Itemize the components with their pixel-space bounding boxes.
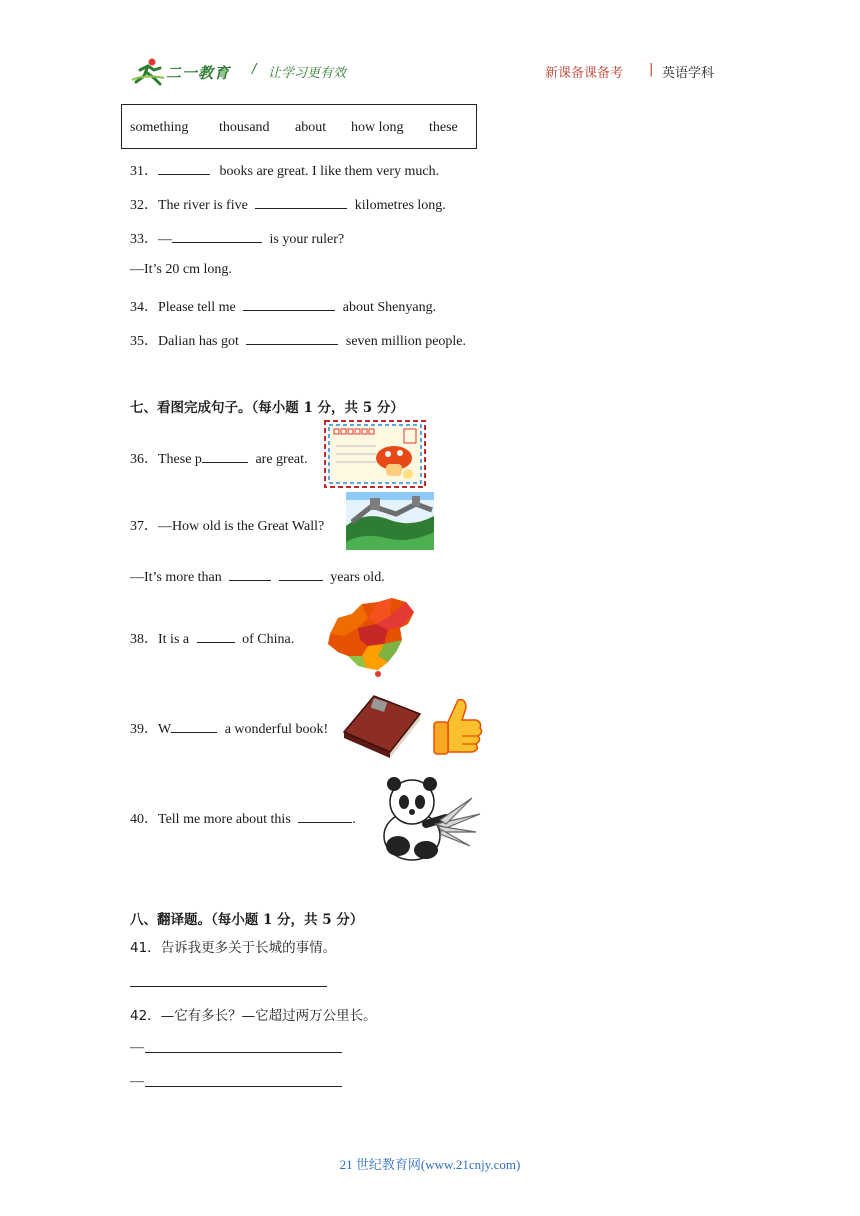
word-bank-item: something — [130, 120, 189, 135]
book-image — [340, 688, 422, 758]
question-38 — [130, 628, 294, 648]
question-text: 告诉我更多关于长城的事情。 — [160, 940, 337, 956]
question-text: Please tell me — [158, 300, 236, 315]
china-map-image — [322, 594, 420, 678]
footer-link[interactable]: 21 世纪教育网(www.21cnjy.com) — [339, 1157, 521, 1172]
question-text: are great. — [255, 452, 308, 467]
question-text: is your ruler? — [269, 232, 345, 247]
answer-blank[interactable] — [171, 718, 217, 733]
section-8-title: 八、翻译题。（每小题 1 分，共 5 分） — [130, 912, 364, 928]
question-text: years old. — [330, 570, 385, 585]
question-39 — [130, 718, 328, 738]
section-7-title: 七、看图完成句子。（每小题 1 分，共 5 分） — [130, 400, 404, 416]
question-text: —How old is the Great Wall? — [158, 519, 325, 534]
answer-blank[interactable] — [229, 566, 271, 581]
answer-blank[interactable] — [246, 330, 338, 345]
slogan-separator: / — [252, 62, 257, 77]
answer-dash: — — [130, 1074, 144, 1089]
question-number: 34． — [130, 300, 158, 315]
question-text: Dalian has got — [158, 334, 239, 349]
answer-line-42b[interactable] — [145, 1086, 342, 1087]
answer-blank[interactable] — [158, 160, 210, 175]
question-number: 39． — [130, 722, 158, 737]
question-34 — [130, 296, 436, 316]
question-text: seven million people. — [345, 334, 467, 349]
answer-blank[interactable] — [202, 448, 248, 463]
question-text: W — [158, 722, 172, 737]
question-37 — [130, 515, 324, 535]
question-text: — — [158, 232, 172, 247]
question-text: The river is five — [158, 198, 248, 213]
question-41 — [130, 936, 336, 956]
word-bank-item: about — [295, 120, 327, 135]
question-number: 33． — [130, 232, 158, 247]
question-number: 31． — [130, 164, 158, 179]
question-number: 35． — [130, 334, 158, 349]
header-separator: | — [649, 62, 654, 77]
question-37-reply — [130, 566, 385, 586]
question-text: Tell me more about this — [158, 812, 291, 827]
question-text: . — [352, 812, 356, 827]
answer-blank[interactable] — [298, 808, 352, 823]
runner-logo-icon — [130, 56, 166, 86]
postcard-image — [324, 420, 426, 488]
logo-text: 二一教育 — [166, 64, 231, 82]
answer-line-42a[interactable] — [145, 1052, 342, 1053]
question-text: —It’s more than — [130, 570, 222, 585]
question-35 — [130, 330, 466, 350]
question-36 — [130, 448, 308, 468]
slogan: 让学习更有效 — [268, 66, 347, 81]
question-text: These p — [158, 452, 202, 467]
question-text: kilometres long. — [354, 198, 446, 213]
question-text: of China. — [242, 632, 295, 647]
header-right-text: 新课备课备考 — [545, 66, 624, 81]
question-text: about Shenyang. — [342, 300, 437, 315]
question-text: —它有多长？—它超过两万公里长。 — [160, 1008, 377, 1024]
answer-blank[interactable] — [243, 296, 335, 311]
great-wall-image — [346, 492, 434, 550]
logo — [130, 56, 242, 90]
question-33-reply: —It’s 20 cm long. — [130, 262, 232, 277]
question-42 — [130, 1004, 377, 1024]
header-subject: 英语学科 — [662, 66, 715, 81]
question-31 — [130, 160, 439, 180]
question-number: 41． — [130, 940, 161, 956]
answer-blank[interactable] — [255, 194, 347, 209]
question-text: a wonderful book! — [224, 722, 329, 737]
question-number: 38． — [130, 632, 158, 647]
panda-image — [376, 774, 486, 862]
thumbs-up-image — [430, 696, 484, 758]
answer-dash: — — [130, 1040, 144, 1055]
word-bank-box — [121, 104, 477, 149]
question-text: It is a — [158, 632, 190, 647]
answer-blank[interactable] — [279, 566, 323, 581]
question-number: 36． — [130, 452, 158, 467]
word-bank-item: how long — [351, 120, 404, 135]
answer-line-41[interactable] — [130, 986, 327, 987]
word-bank-item: thousand — [219, 120, 270, 135]
question-40 — [130, 808, 356, 828]
question-text: books are great. I like them very much. — [219, 164, 440, 179]
question-number: 42． — [130, 1008, 161, 1024]
question-33 — [130, 228, 344, 248]
answer-blank[interactable] — [172, 228, 262, 243]
answer-blank[interactable] — [197, 628, 235, 643]
question-number: 37． — [130, 519, 158, 534]
word-bank-item: these — [429, 120, 458, 135]
question-number: 40． — [130, 812, 158, 827]
question-32 — [130, 194, 446, 214]
question-number: 32． — [130, 198, 158, 213]
